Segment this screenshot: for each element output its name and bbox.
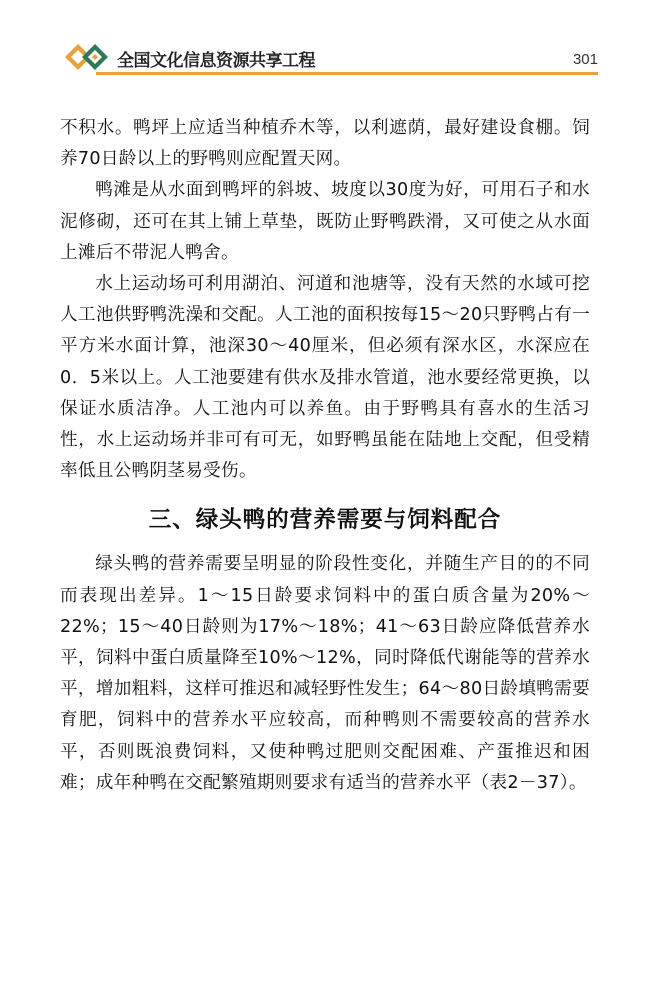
body-paragraph: 不积水。鸭坪上应适当种植乔木等，以利遮荫，最好建设食棚。饲养70日龄以上的野鸭则应配置天网。: [60, 118, 590, 170]
header-title: 全国文化信息资源共享工程: [117, 51, 315, 71]
body-paragraph: 鸭滩是从水面到鸭坪的斜坡、坡度以30度为好，可用石子和水泥修砌，还可在其上铺上草垫，既防止野鸭跌滑，又可使之从水面上滩后不带泥人鸭舍。: [60, 180, 590, 263]
page-number: 301: [572, 51, 598, 68]
body-paragraph: 水上运动场可利用湖泊、河道和池塘等，没有天然的水域可挖人工池供野鸭洗澡和交配。人工池的面积按每15～20只野鸭占有一平方米水面计算，池深30～40厘米，但必须有深水区，水深应在0．5米以上。人工池要建有供水及排水管道，池水要经常更换，以保证水质洁净。人工池内可以养鱼。由于野鸭具有喜水的生活习性，水上运动场并非可有可无，如野鸭虽能在陆地上交配，但受精率低且公鸭阴茎易受伤。: [60, 274, 590, 482]
header-divider: [96, 72, 598, 75]
body-paragraph: 绿头鸭的营养需要呈明显的阶段性变化，并随生产目的的不同而表现出差异。1～15日龄要求饲料中的蛋白质含量为20%～22%；15～40日龄则为17%～18%；41～63日龄应降低营养水平，饲料中蛋白质量降至10%～12%，同时降低代谢能等的营养水平，增加粗料，这样可推迟和减轻野性发生；64～80日龄填鸭需要育肥，饲料中的营养水平应较高，而种鸭则不需要较高的营养水平，否则既浪费饲料，又使种鸭过肥则交配困难、产蛋推迟和困难；成年种鸭在交配繁殖期则要求有适当的营养水平（表2－37）。: [60, 554, 590, 793]
page-body: [60, 113, 590, 799]
diamond-logo-icon: [62, 40, 114, 74]
section-heading: 三、绿头鸭的营养需要与饲料配合: [148, 507, 502, 534]
page-header: [0, 0, 646, 80]
